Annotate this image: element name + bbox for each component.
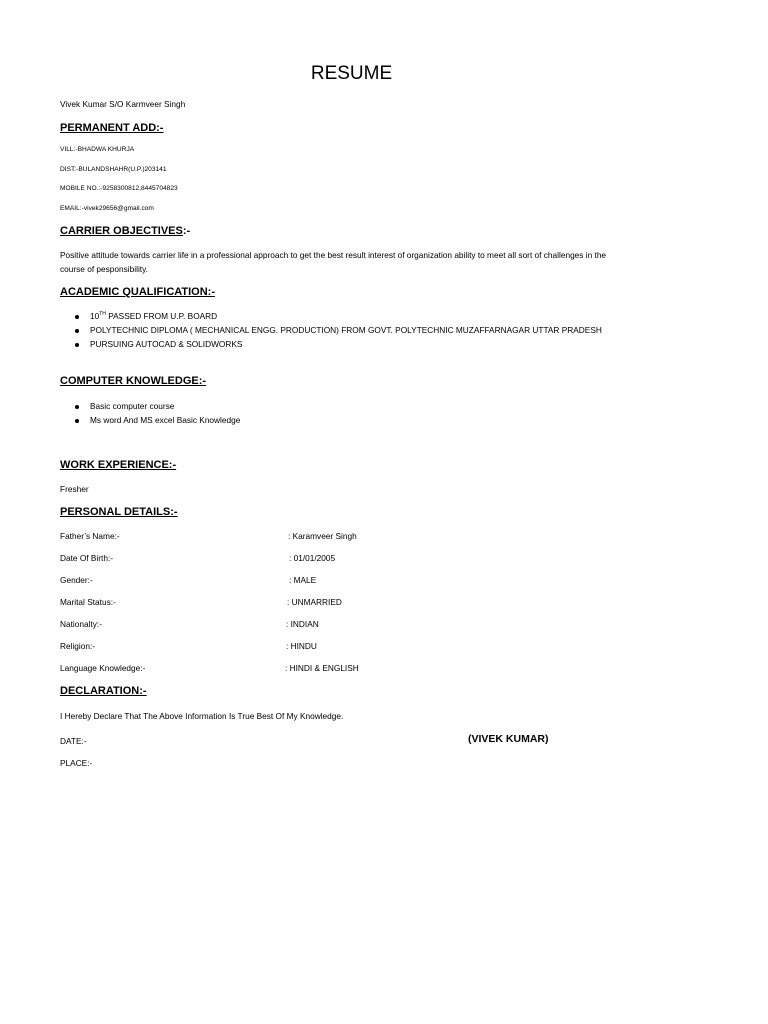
work-text: Fresher: [60, 484, 89, 494]
personal-row-marital: Marital Status:- : UNMARRIED: [60, 597, 342, 607]
personal-row-father: Father’s Name:- : Karamveer Singh: [60, 531, 357, 541]
list-item: 10TH PASSED FROM U.P. BOARD: [60, 311, 602, 325]
address-email: EMAIL:-vivek29656@gmail.com: [60, 205, 154, 212]
place-label: PLACE:-: [60, 758, 93, 768]
personal-row-gender: Gender:- : MALE: [60, 575, 317, 585]
academic-list: [60, 311, 602, 353]
declaration-text: I Hereby Declare That The Above Information Is True Best Of My Knowledge.: [60, 711, 344, 721]
bullet-icon: [75, 405, 79, 409]
objectives-heading-text: CARRIER OBJECTIVES: [60, 225, 183, 237]
list-item: POLYTECHNIC DIPLOMA ( MECHANICAL ENGG. PRODUCTION) FROM GOVT. POLYTECHNIC MUZAFFARNAGAR UTTAR PRADESH: [60, 325, 602, 339]
list-item: Basic computer course: [60, 401, 240, 415]
name-line: Vivek Kumar S/O Karmveer Singh: [60, 99, 186, 109]
list-item: PURSUING AUTOCAD & SOLIDWORKS: [60, 339, 602, 353]
signature-name: (VIVEK KUMAR): [468, 733, 549, 745]
academic-heading: ACADEMIC QUALIFICATION:-: [60, 286, 215, 298]
address-district: DIST:-BULANDSHAHR(U.P.)203141: [60, 166, 167, 173]
declaration-heading: DECLARATION:-: [60, 685, 147, 697]
personal-row-religion: Religion:- : HINDU: [60, 641, 317, 651]
address-village: VILL:-BHADWA KHURJA: [60, 146, 135, 153]
objectives-text-line1: Positive attitude towards carrier life in a professional approach to get the best result interest of organization ability to meet all sort of challenges in the: [60, 250, 607, 260]
personal-row-nationality: Nationalty:- : INDIAN: [60, 619, 319, 629]
bullet-icon: [75, 419, 79, 423]
work-heading: WORK EXPERIENCE:-: [60, 459, 177, 471]
bullet-icon: [75, 343, 79, 347]
computer-heading: COMPUTER KNOWLEDGE:-: [60, 375, 207, 387]
date-label: DATE:-: [60, 736, 87, 746]
personal-heading: PERSONAL DETAILS:-: [60, 506, 178, 518]
objectives-text-line2: course of pesponsibility.: [60, 264, 148, 274]
objectives-heading: [60, 225, 190, 237]
list-item: Ms word And MS excel Basic Knowledge: [60, 415, 240, 429]
address-mobile: MOBILE NO.:-9258300812,8445704823: [60, 185, 178, 192]
personal-row-dob: Date Of Birth:- : 01/01/2005: [60, 553, 336, 563]
objectives-heading-suffix: :-: [182, 225, 191, 237]
personal-row-language: Language Knowledge:- : HINDI & ENGLISH: [60, 663, 359, 673]
permanent-address-heading: PERMANENT ADD:-: [60, 122, 164, 134]
computer-list: [60, 401, 240, 429]
bullet-icon: [75, 315, 79, 319]
document-title: RESUME: [310, 63, 393, 84]
bullet-icon: [75, 329, 79, 333]
